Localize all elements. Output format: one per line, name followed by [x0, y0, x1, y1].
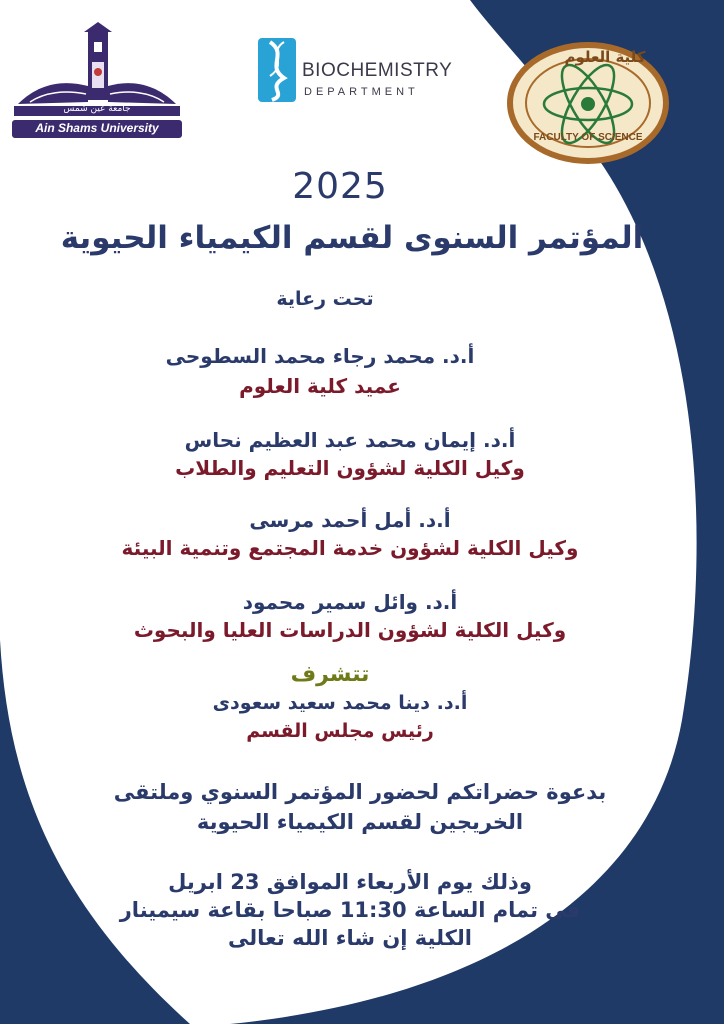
department-logo [258, 38, 453, 108]
patronage-label: تحت رعاية [276, 288, 374, 310]
university-english-name: Ain Shams University [35, 121, 159, 135]
patron-name: أ.د. وائل سمير محمود [242, 590, 458, 614]
event-year: 2025 [292, 166, 388, 207]
invitation-line-2: الخريجين لقسم الكيمياء الحيوية [196, 810, 524, 834]
patron-role: وكيل الكلية لشؤون خدمة المجتمع وتنمية البيئة [121, 536, 579, 560]
patron-name: أ.د. محمد رجاء محمد السطوحى [165, 344, 475, 368]
schedule-line-3: الكلية إن شاء الله تعالى [228, 926, 472, 950]
event-title: المؤتمر السنوى لقسم الكيمياء الحيوية [60, 220, 644, 256]
department-line2: DEPARTMENT [304, 86, 419, 98]
university-arabic-name: جامعة عين شمس [63, 104, 131, 114]
university-logo [10, 22, 184, 140]
host-name: أ.د. دينا محمد سعيد سعودى [212, 692, 468, 714]
patron-role: وكيل الكلية لشؤون الدراسات العليا والبحوث [133, 618, 567, 642]
department-line1: BIOCHEMISTRY [302, 60, 453, 81]
dna-icon [258, 38, 296, 102]
invitation-line-1: بدعوة حضراتكم لحضور المؤتمر السنوي وملتقى [113, 780, 607, 804]
patron-name: أ.د. أمل أحمد مرسى [249, 508, 451, 532]
faculty-logo [507, 42, 669, 164]
faculty-english-name: FACULTY OF SCIENCE [533, 132, 643, 143]
schedule-line-2: فى تمام الساعة 11:30 صباحا بقاعة سيمينار [119, 898, 581, 922]
host-heading: تتشرف [290, 662, 370, 687]
faculty-arabic-name: كلية العلوم [564, 48, 646, 66]
schedule-line-1: وذلك يوم الأربعاء الموافق 23 ابريل [168, 870, 532, 894]
host-role: رئيس مجلس القسم [246, 720, 434, 742]
patron-name: أ.د. إيمان محمد عبد العظيم نحاس [184, 428, 516, 452]
patron-role: عميد كلية العلوم [239, 374, 401, 398]
patron-role: وكيل الكلية لشؤون التعليم والطلاب [175, 456, 525, 480]
